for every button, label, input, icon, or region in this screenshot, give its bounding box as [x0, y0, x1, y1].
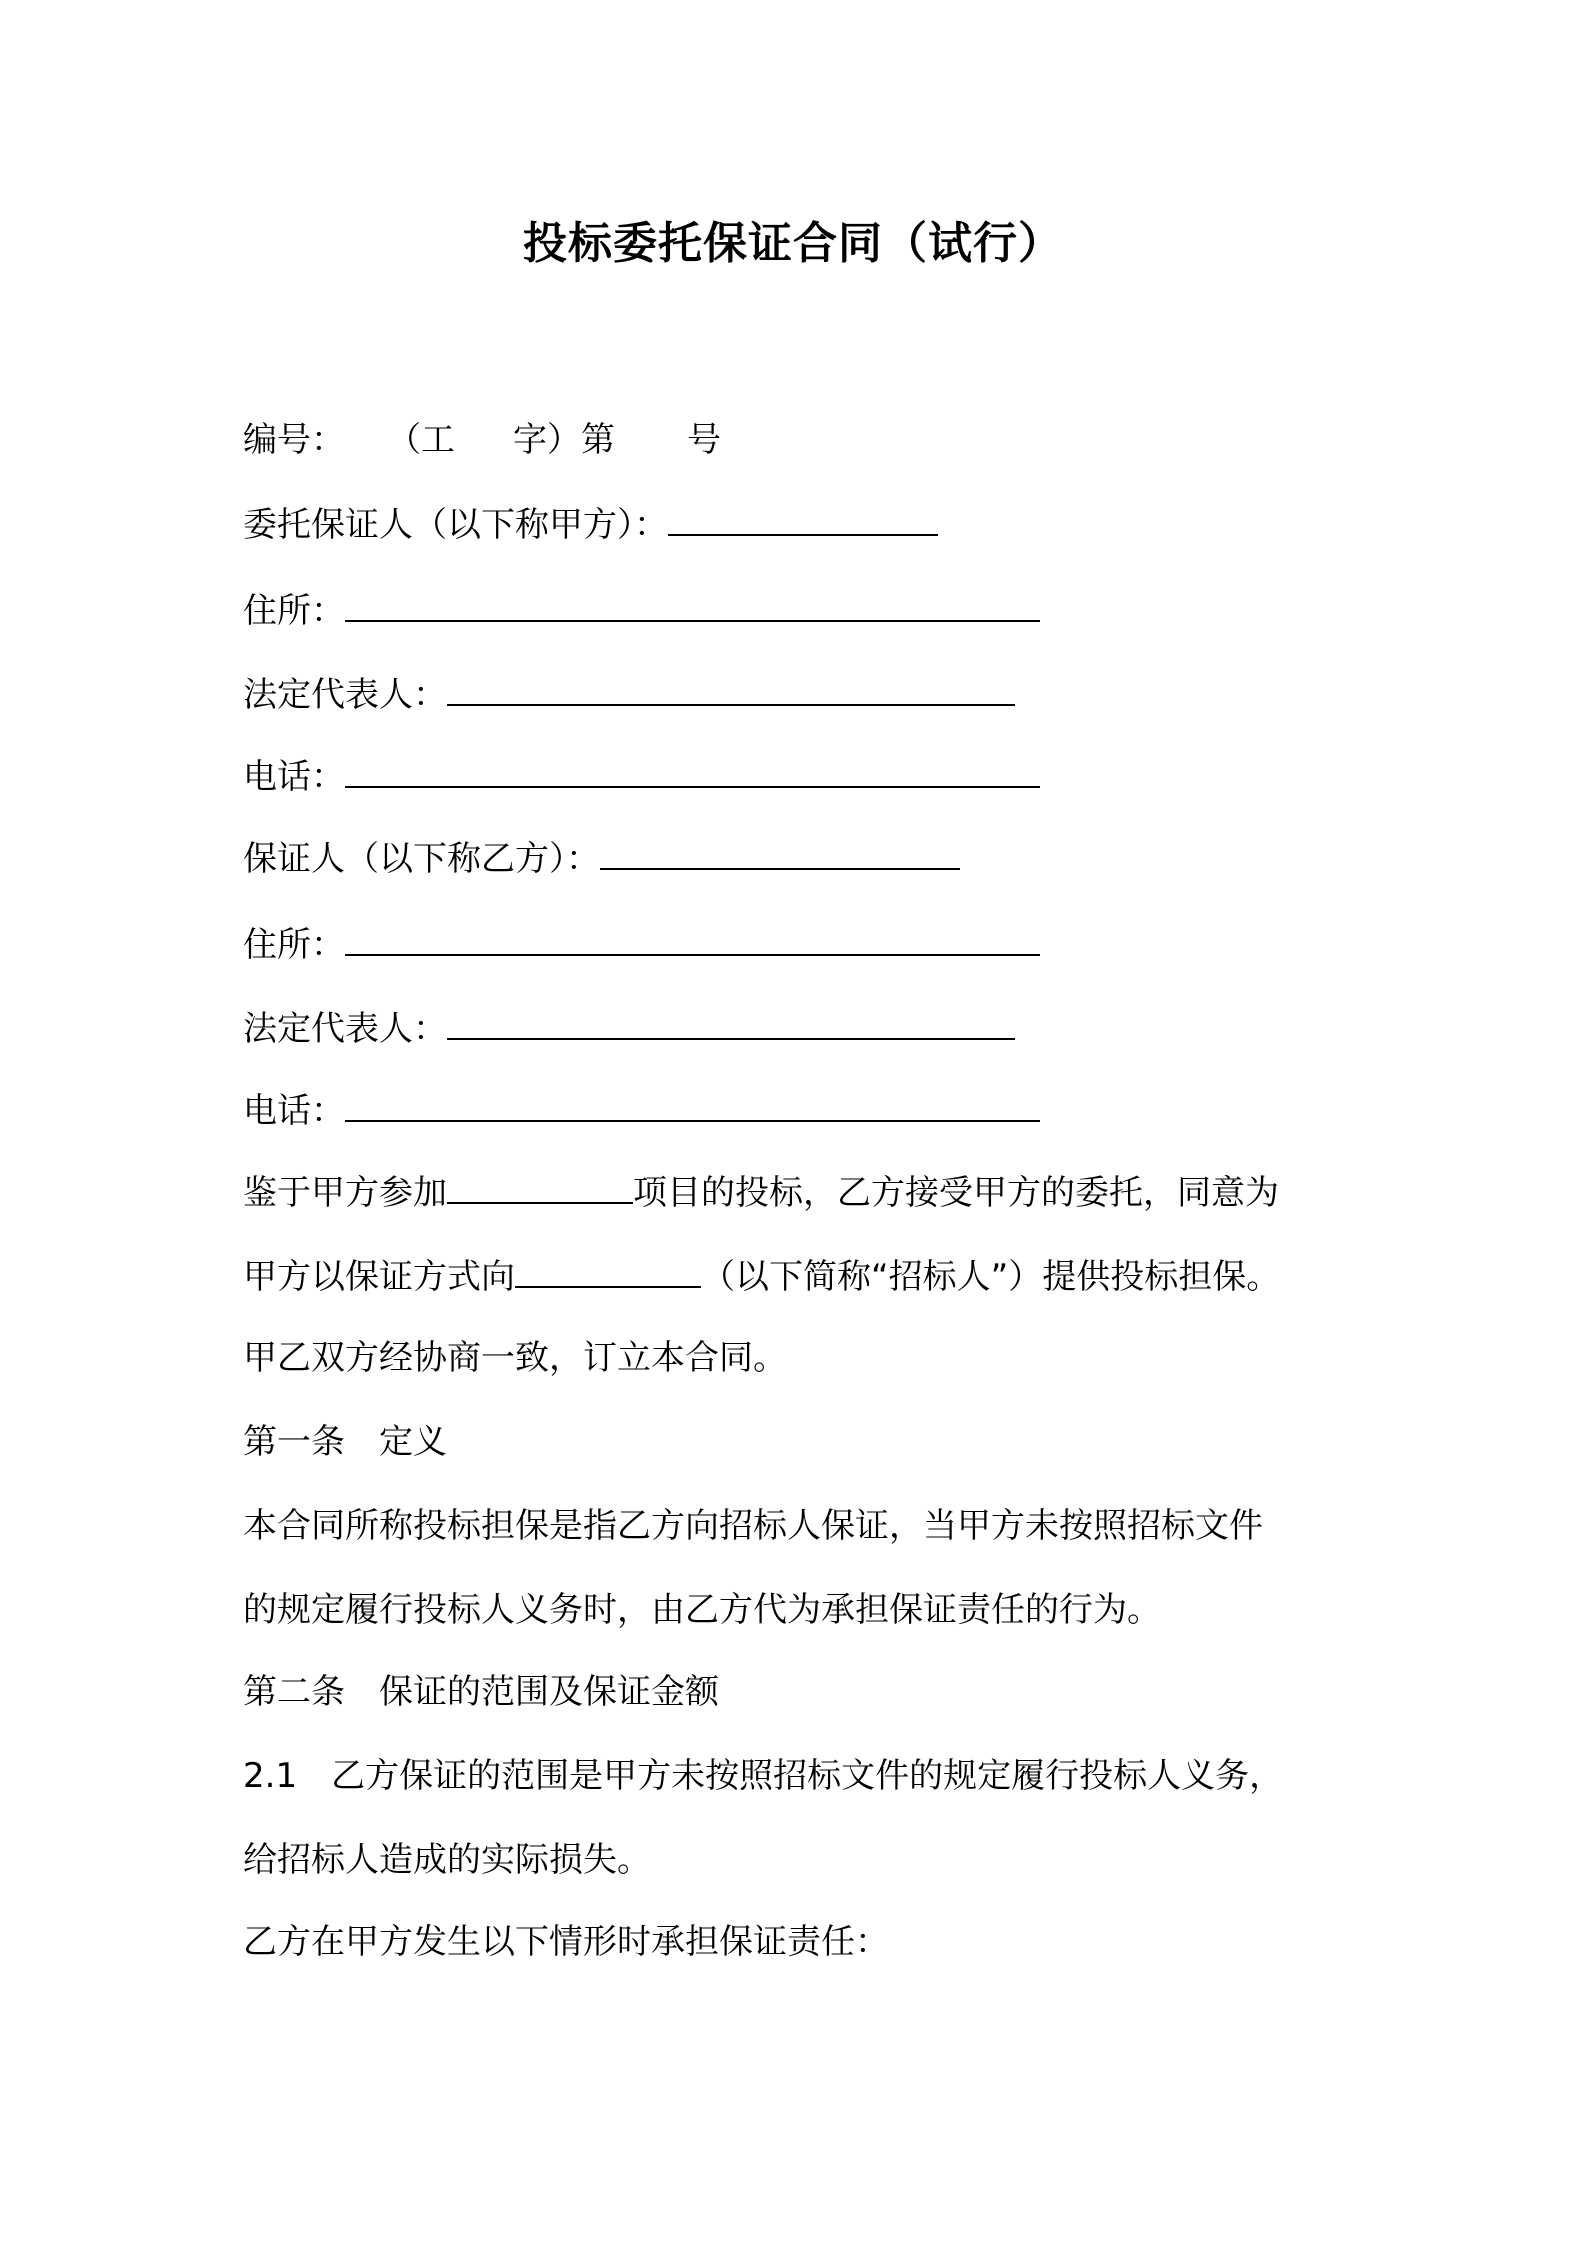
preamble-text: 甲乙双方经协商一致，订立本合同。 — [243, 1338, 787, 1378]
number-hao: 号 — [687, 420, 721, 460]
principal-phone-blank[interactable] — [345, 752, 1040, 788]
article-text: 给招标人造成的实际损失。 — [243, 1840, 651, 1880]
number-label: 编号： — [243, 420, 345, 460]
article-1-body-line-2 — [243, 1586, 1161, 1634]
clause-2-1-line-1 — [243, 1752, 1283, 1800]
contract-number-line — [243, 416, 721, 464]
principal-phone-label: 电话： — [243, 757, 345, 797]
guarantor-phone-label: 电话： — [243, 1091, 345, 1131]
guarantor-phone-blank[interactable] — [345, 1086, 1040, 1122]
principal-legal-rep-blank[interactable] — [447, 670, 1015, 706]
principal-address-label: 住所： — [243, 591, 345, 631]
clause-2-1-line-2 — [243, 1836, 651, 1884]
article-text: 2.1 乙方保证的范围是甲方未按照招标文件的规定履行投标人义务， — [243, 1756, 1284, 1796]
guarantor-address-line — [243, 920, 1040, 969]
principal-name-blank[interactable] — [668, 500, 938, 536]
number-char-zi: 字）第 — [513, 420, 615, 460]
preamble-line-2 — [243, 1252, 1280, 1301]
principal-legal-rep-line — [243, 670, 1015, 719]
principal-label: 委托保证人（以下称甲方）： — [243, 505, 668, 545]
article-1-body-line-1 — [243, 1502, 1263, 1550]
guarantor-name-line — [243, 834, 960, 883]
guarantor-name-blank[interactable] — [600, 834, 960, 870]
preamble-line-3 — [243, 1334, 787, 1382]
guarantor-address-blank[interactable] — [345, 920, 1040, 956]
principal-name-line — [243, 500, 938, 549]
preamble-text: 项目的投标，乙方接受甲方的委托，同意为 — [633, 1173, 1279, 1213]
principal-address-blank[interactable] — [345, 586, 1040, 622]
article-heading: 第一条 定义 — [243, 1422, 447, 1462]
article-text: 的规定履行投标人义务时，由乙方代为承担保证责任的行为。 — [243, 1590, 1161, 1630]
principal-address-line — [243, 586, 1040, 635]
guarantor-label: 保证人（以下称乙方）： — [243, 839, 600, 879]
guarantor-address-label: 住所： — [243, 925, 345, 965]
principal-legal-rep-label: 法定代表人： — [243, 675, 447, 715]
number-paren-open: （工 — [387, 420, 455, 460]
article-text: 本合同所称投标担保是指乙方向招标人保证，当甲方未按照招标文件 — [243, 1506, 1263, 1546]
guarantor-legal-rep-blank[interactable] — [447, 1004, 1015, 1040]
article-heading: 第二条 保证的范围及保证金额 — [243, 1672, 719, 1712]
guarantor-phone-line — [243, 1086, 1040, 1135]
preamble-text: 鉴于甲方参加 — [243, 1173, 447, 1213]
preamble-line-1 — [243, 1168, 1279, 1217]
article-2-line-3 — [243, 1918, 889, 1966]
project-name-blank[interactable] — [447, 1168, 633, 1204]
document-title: 投标委托保证合同（试行） — [523, 218, 1063, 269]
article-1-heading — [243, 1418, 447, 1466]
tenderer-name-blank[interactable] — [515, 1252, 701, 1288]
principal-phone-line — [243, 752, 1040, 801]
preamble-text: 甲方以保证方式向 — [243, 1257, 515, 1297]
preamble-text: （以下简称“招标人”）提供投标担保。 — [701, 1257, 1281, 1297]
guarantor-legal-rep-label: 法定代表人： — [243, 1009, 447, 1049]
article-text: 乙方在甲方发生以下情形时承担保证责任： — [243, 1922, 889, 1962]
article-2-heading — [243, 1668, 719, 1716]
guarantor-legal-rep-line — [243, 1004, 1015, 1053]
